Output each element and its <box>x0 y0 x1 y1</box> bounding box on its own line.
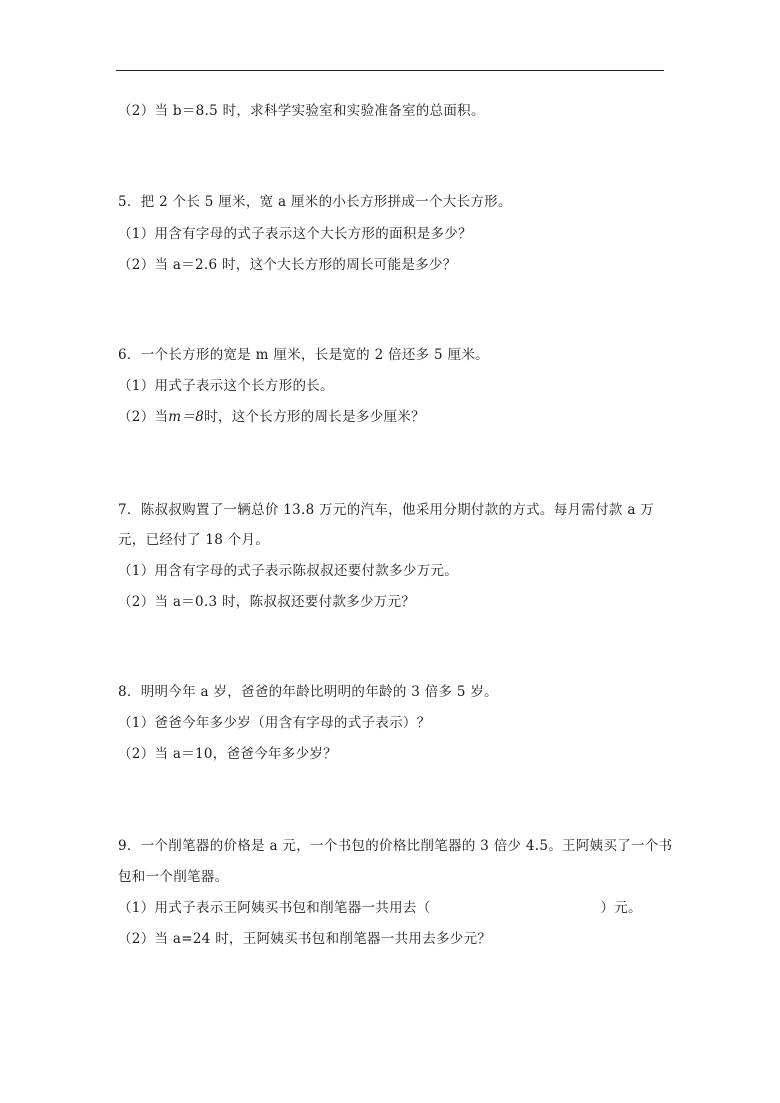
q6-part1: （1）用式子表示这个长方形的长。 <box>118 378 334 394</box>
q4-part2: （2）当 b＝8.5 时，求科学实验室和实验准备室的总面积。 <box>118 103 485 119</box>
q9-stem-line2: 包和一个削笔器。 <box>118 869 229 885</box>
q9-part1 <box>118 898 642 918</box>
q5-stem: 5．把 2 个长 5 厘米，宽 a 厘米的小长方形拼成一个大长方形。 <box>118 194 512 210</box>
q8-part2: （2）当 a＝10，爸爸今年多少岁？ <box>118 746 338 762</box>
q7-stem-line2: 元，已经付了 18 个月。 <box>118 532 270 548</box>
q8-stem: 8．明明今年 a 岁，爸爸的年龄比明明的年龄的 3 倍多 5 岁。 <box>118 684 498 700</box>
q7-part2: （2）当 a＝0.3 时，陈叔叔还要付款多少万元？ <box>118 594 416 610</box>
q6-part2-suffix: 时，这个长方形的周长是多少厘米？ <box>204 409 425 425</box>
header-rule <box>116 70 664 71</box>
q9-stem-line1: 9．一个削笔器的价格是 a 元，一个书包的价格比削笔器的 3 倍少 4.5。王阿姨买了一个书 <box>118 838 673 854</box>
q5-part2: （2）当 a＝2.6 时，这个大长方形的周长可能是多少？ <box>118 257 457 273</box>
q5-part1: （1）用含有字母的式子表示这个大长方形的面积是多少？ <box>118 226 472 242</box>
q9-part2: （2）当 a=24 时，王阿姨买书包和削笔器一共用去多少元？ <box>118 931 492 947</box>
q7-stem-line1: 7．陈叔叔购置了一辆总价 13.8 万元的汽车，他采用分期付款的方式。每月需付款 a 万 <box>118 502 655 518</box>
q9-part1-prefix: （1）用式子表示王阿姨买书包和削笔器一共用去（ <box>118 900 431 916</box>
q8-part1: （1）爸爸今年多少岁（用含有字母的式子表示）？ <box>118 715 431 731</box>
q6-stem: 6．一个长方形的宽是 m 厘米，长是宽的 2 倍还多 5 厘米。 <box>118 347 489 363</box>
q7-part1: （1）用含有字母的式子表示陈叔叔还要付款多少万元。 <box>118 563 459 579</box>
q6-part2 <box>118 407 425 427</box>
q6-part2-prefix: （2）当 <box>118 409 169 425</box>
q6-part2-expression: m＝8 <box>168 409 205 425</box>
q9-part1-suffix: ）元。 <box>600 900 642 916</box>
